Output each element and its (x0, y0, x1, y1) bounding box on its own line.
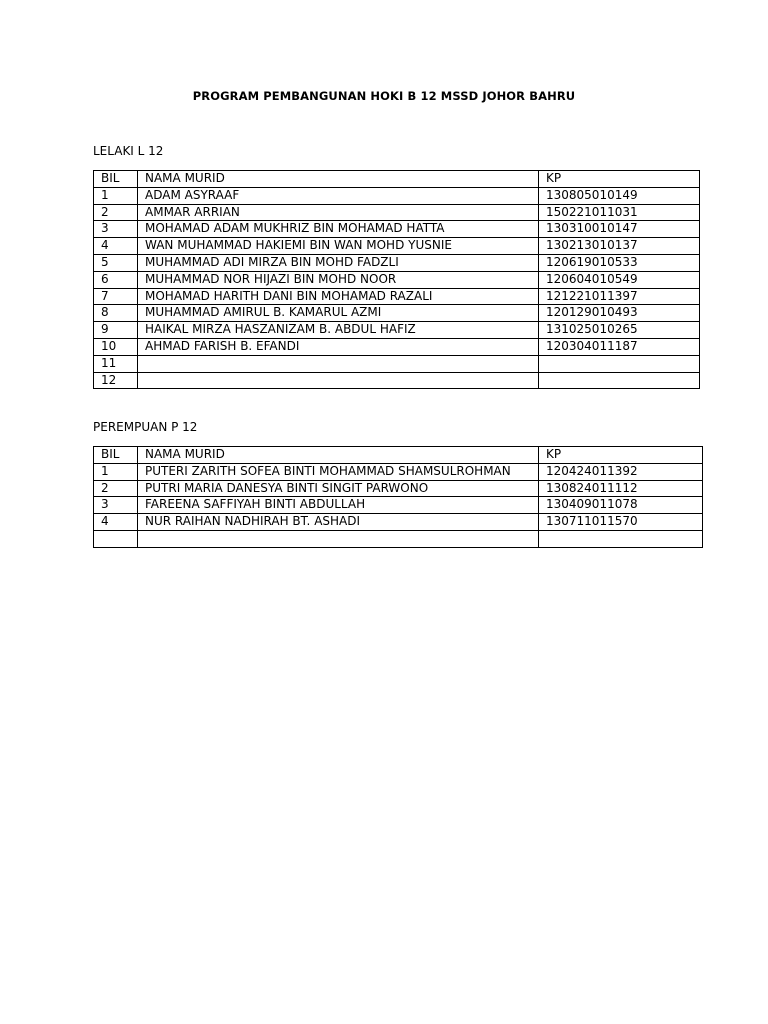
cell-kp: 130805010149 (539, 187, 700, 204)
cell-nama: MUHAMMAD NOR HIJAZI BIN MOHD NOOR (138, 271, 539, 288)
cell-bil: 6 (94, 271, 138, 288)
cell-kp: 130310010147 (539, 221, 700, 238)
cell-kp: 120604010549 (539, 271, 700, 288)
table-row (94, 497, 703, 514)
cell-bil: 8 (94, 305, 138, 322)
cell-nama (138, 530, 539, 547)
cell-nama: MOHAMAD HARITH DANI BIN MOHAMAD RAZALI (138, 288, 539, 305)
document-title: PROGRAM PEMBANGUNAN HOKI B 12 MSSD JOHOR BAHRU (192, 89, 576, 103)
cell-kp: 120619010533 (539, 254, 700, 271)
cell-kp: 130213010137 (539, 238, 700, 255)
cell-bil: 3 (94, 221, 138, 238)
cell-kp (539, 530, 703, 547)
cell-nama: NUR RAIHAN NADHIRAH BT. ASHADI (138, 514, 539, 531)
cell-bil: 11 (94, 355, 138, 372)
table-row (94, 372, 700, 389)
table-row (94, 187, 700, 204)
table-header-row (94, 447, 703, 464)
cell-bil: 10 (94, 338, 138, 355)
cell-kp: 131025010265 (539, 322, 700, 339)
cell-nama: FAREENA SAFFIYAH BINTI ABDULLAH (138, 497, 539, 514)
table-row (94, 480, 703, 497)
boys-roster-table (93, 170, 700, 389)
table-row (94, 322, 700, 339)
table-row (94, 338, 700, 355)
cell-nama: MUHAMMAD AMIRUL B. KAMARUL AZMI (138, 305, 539, 322)
cell-kp: 120304011187 (539, 338, 700, 355)
column-header-nama-murid: NAMA MURID (138, 447, 539, 464)
section-label-girls: PEREMPUAN P 12 (93, 420, 198, 434)
cell-nama (138, 355, 539, 372)
cell-kp (539, 372, 700, 389)
section-label-boys: LELAKI L 12 (93, 144, 164, 158)
cell-kp: 130824011112 (539, 480, 703, 497)
cell-bil: 9 (94, 322, 138, 339)
table-header-row (94, 171, 700, 188)
cell-bil: 2 (94, 480, 138, 497)
cell-bil: 4 (94, 238, 138, 255)
table-row (94, 254, 700, 271)
cell-bil: 1 (94, 463, 138, 480)
table-row (94, 514, 703, 531)
column-header-kp: KP (539, 447, 703, 464)
cell-bil: 1 (94, 187, 138, 204)
table-row (94, 221, 700, 238)
cell-nama: PUTRI MARIA DANESYA BINTI SINGIT PARWONO (138, 480, 539, 497)
table-row (94, 530, 703, 547)
cell-nama: ADAM ASYRAAF (138, 187, 539, 204)
cell-nama: MUHAMMAD ADI MIRZA BIN MOHD FADZLI (138, 254, 539, 271)
table-row (94, 288, 700, 305)
column-header-kp: KP (539, 171, 700, 188)
table-row (94, 463, 703, 480)
cell-kp: 130711011570 (539, 514, 703, 531)
table-row (94, 271, 700, 288)
cell-bil: 3 (94, 497, 138, 514)
cell-bil (94, 530, 138, 547)
cell-bil: 2 (94, 204, 138, 221)
column-header-bil: BIL (94, 171, 138, 188)
cell-nama: AMMAR ARRIAN (138, 204, 539, 221)
cell-nama: MOHAMAD ADAM MUKHRIZ BIN MOHAMAD HATTA (138, 221, 539, 238)
cell-kp: 130409011078 (539, 497, 703, 514)
cell-nama: AHMAD FARISH B. EFANDI (138, 338, 539, 355)
table-row (94, 355, 700, 372)
cell-kp: 120424011392 (539, 463, 703, 480)
table-row (94, 204, 700, 221)
table-row (94, 238, 700, 255)
cell-kp: 150221011031 (539, 204, 700, 221)
table-row (94, 305, 700, 322)
column-header-nama-murid: NAMA MURID (138, 171, 539, 188)
cell-nama: HAIKAL MIRZA HASZANIZAM B. ABDUL HAFIZ (138, 322, 539, 339)
cell-kp: 120129010493 (539, 305, 700, 322)
cell-nama (138, 372, 539, 389)
cell-bil: 5 (94, 254, 138, 271)
cell-kp: 121221011397 (539, 288, 700, 305)
cell-bil: 12 (94, 372, 138, 389)
cell-bil: 4 (94, 514, 138, 531)
girls-roster-table (93, 446, 703, 548)
cell-nama: PUTERI ZARITH SOFEA BINTI MOHAMMAD SHAMSULROHMAN (138, 463, 539, 480)
cell-bil: 7 (94, 288, 138, 305)
cell-kp (539, 355, 700, 372)
cell-nama: WAN MUHAMMAD HAKIEMI BIN WAN MOHD YUSNIE (138, 238, 539, 255)
column-header-bil: BIL (94, 447, 138, 464)
